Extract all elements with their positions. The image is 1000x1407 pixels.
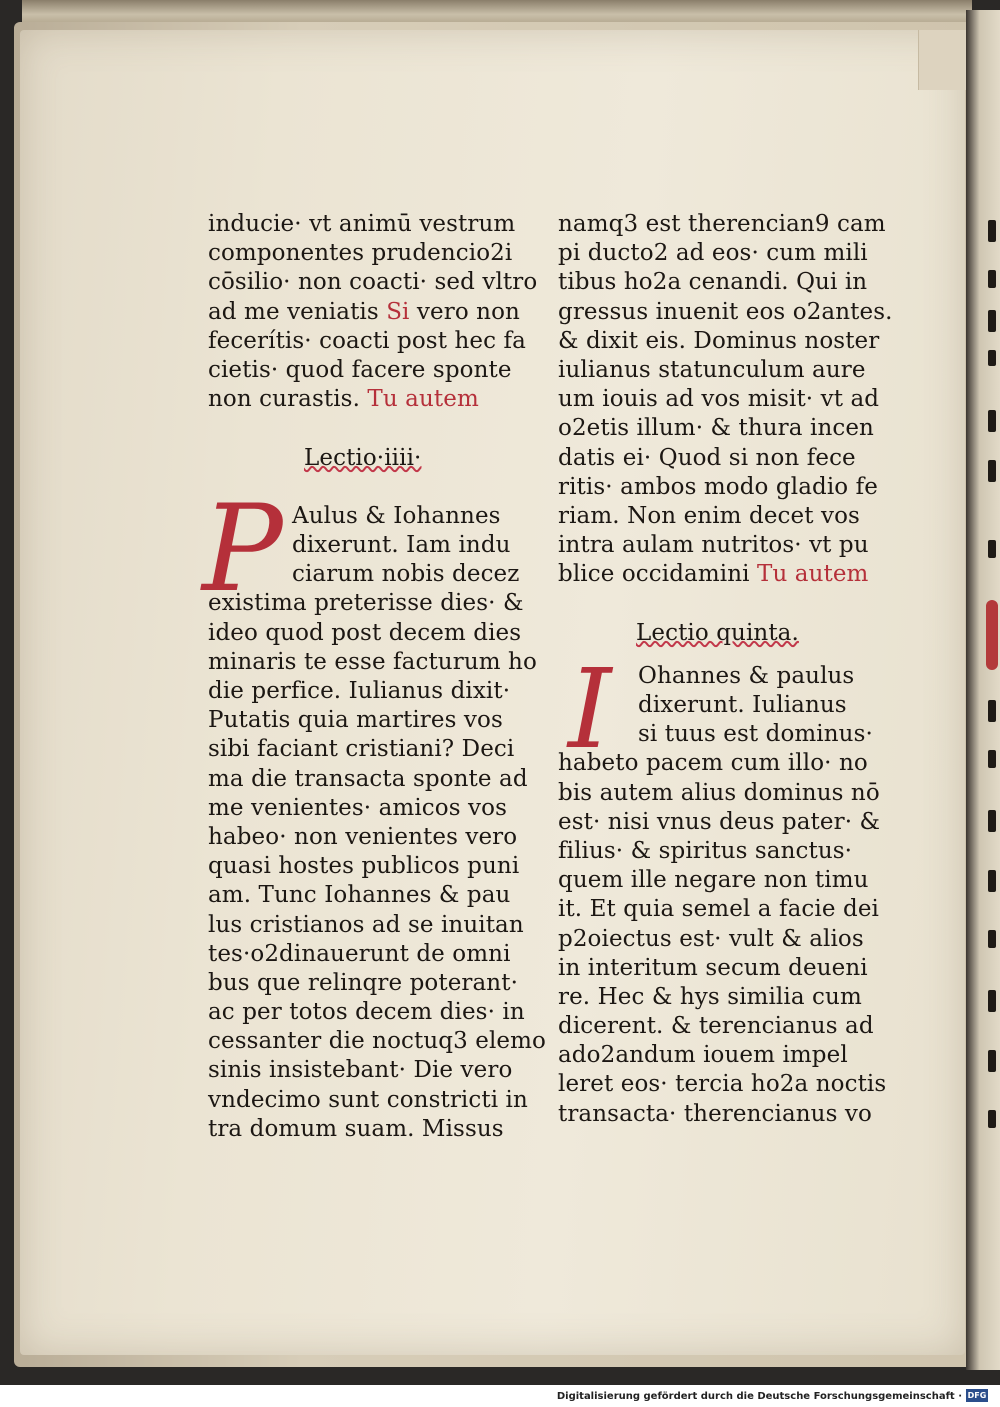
text-line: um iouis ad vos misit· vt ad	[558, 386, 880, 413]
text-line: quem ille negare non timu	[558, 867, 869, 894]
text-line: si tuus est dominus·	[638, 721, 873, 748]
text-segment: blice occidamini	[558, 561, 757, 588]
text-line: riam. Non enim decet vos	[558, 502, 860, 529]
lectio-heading	[208, 444, 518, 473]
text-line: inducie· vt animū vestrum	[208, 211, 516, 237]
rubric-initial: Si	[386, 298, 410, 325]
text-line: tes·o2dinauerunt de omni	[208, 940, 511, 967]
text-line: pi ducto2 ad eos· cum mili	[558, 240, 868, 267]
text-line: ciarum nobis decez	[292, 561, 520, 588]
text-line: filius· & spiritus sanctus·	[558, 837, 853, 864]
text-line	[558, 560, 869, 589]
rubric-tu-autem: Tu autem	[367, 386, 479, 413]
text-line: vndecimo sunt constricti in	[208, 1086, 528, 1113]
text-line: leret eos· tercia ho2a noctis	[558, 1071, 887, 1098]
dfg-logo-icon: DFG	[967, 1391, 987, 1400]
text-line	[208, 385, 518, 414]
text-line: est· nisi vnus deus pater· &	[558, 808, 881, 835]
text-line: iulianus statunculum aure	[558, 356, 866, 383]
page-corner	[918, 30, 967, 90]
text-line: bis autem alius dominus nō	[558, 779, 880, 806]
text-line: cōsilio· non coacti· sed vltro	[208, 269, 538, 296]
text-segment: ad me veniatis	[208, 298, 387, 325]
text-line: tibus ho2a cenandi. Qui in	[558, 269, 868, 296]
rubric-tu-autem: Tu autem	[757, 561, 869, 588]
text-line: cessanter die noctuq3 elemo	[208, 1028, 546, 1055]
text-line: minaris te esse facturum ho	[208, 648, 537, 675]
text-line: transacta· therencianus vo	[558, 1100, 872, 1127]
text-segment: vero non	[416, 298, 520, 325]
text-line: habeto pacem cum illo· no	[558, 750, 868, 777]
text-line: Putatis quia martires vos	[208, 707, 503, 734]
text-line: sinis insistebant· Die vero	[208, 1057, 513, 1084]
text-segment: non curastis.	[208, 386, 368, 413]
text-line: me venientes· amicos vos	[208, 794, 507, 821]
text-line: ma die transacta sponte ad	[208, 765, 528, 792]
text-line: existima preterisse dies· &	[208, 590, 524, 617]
text-line: ritis· ambos modo gladio fe	[558, 473, 878, 500]
decorated-initial: P	[202, 479, 283, 619]
text-line: datis ei· Quod si non fece	[558, 444, 856, 471]
text-line: dixerunt. Iulianus	[638, 692, 847, 718]
text-line: habeo· non venientes vero	[208, 823, 518, 850]
text-line: sibi faciant cristiani? Deci	[208, 736, 515, 763]
text-line: intra aulam nutritos· vt pu	[558, 532, 869, 559]
text-line: dicerent. & terencianus ad	[558, 1013, 874, 1040]
text-line: ac per totos decem dies· in	[208, 999, 525, 1026]
text-line: die perfice. Iulianus dixit·	[208, 678, 511, 704]
text-line: ado2andum iouem impel	[558, 1042, 848, 1069]
text-line: componentes prudencio2i	[208, 240, 513, 267]
text-line: o2etis illum· & thura incen	[558, 415, 874, 442]
text-line: gressus inuenit eos o2antes.	[558, 298, 893, 325]
text-line: p2oiectus est· vult & alios	[558, 925, 864, 952]
text-line: it. Et quia semel a facie dei	[558, 896, 879, 923]
text-line	[208, 298, 518, 327]
footer-bar	[0, 1385, 1000, 1407]
text-line: Ohannes & paulus	[638, 662, 855, 689]
text-line: in interitum secum deueni	[558, 954, 868, 981]
text-line: Aulus & Iohannes	[292, 502, 501, 529]
text-line: & dixit eis. Dominus noster	[558, 327, 880, 354]
decorated-initial: I	[568, 644, 612, 773]
text-line: re. Hec & hys similia cum	[558, 983, 862, 1010]
left-text-column	[202, 210, 546, 1144]
text-line: quasi hostes publicos puni	[208, 853, 520, 880]
right-text-column	[558, 210, 893, 1129]
text-line: dixerunt. Iam indu	[292, 532, 511, 559]
lectio-heading-text: Lectio quinta.	[636, 619, 799, 646]
text-line: lus cristianos ad se inuitan	[208, 911, 524, 938]
text-line: bus que relinqre poterant·	[208, 969, 518, 996]
lectio-heading-text: Lectio·iiii·	[304, 444, 422, 471]
adjacent-leaf	[966, 10, 1000, 1370]
binding-edge	[22, 0, 972, 24]
lectio-heading	[558, 619, 858, 648]
funding-credit: Digitalisierung gefördert durch die Deutsche Forschungsgemeinschaft ·	[556, 1391, 962, 1402]
text-line: fecerítis· coacti post hec fa	[208, 327, 526, 354]
text-line: ideo quod post decem dies	[208, 619, 522, 646]
text-line: cietis· quod facere sponte	[208, 356, 512, 383]
text-line: am. Tunc Iohannes & pau	[208, 882, 511, 909]
text-line: tra domum suam. Missus	[208, 1115, 504, 1142]
text-line: namq3 est therencian9 cam	[558, 211, 886, 237]
